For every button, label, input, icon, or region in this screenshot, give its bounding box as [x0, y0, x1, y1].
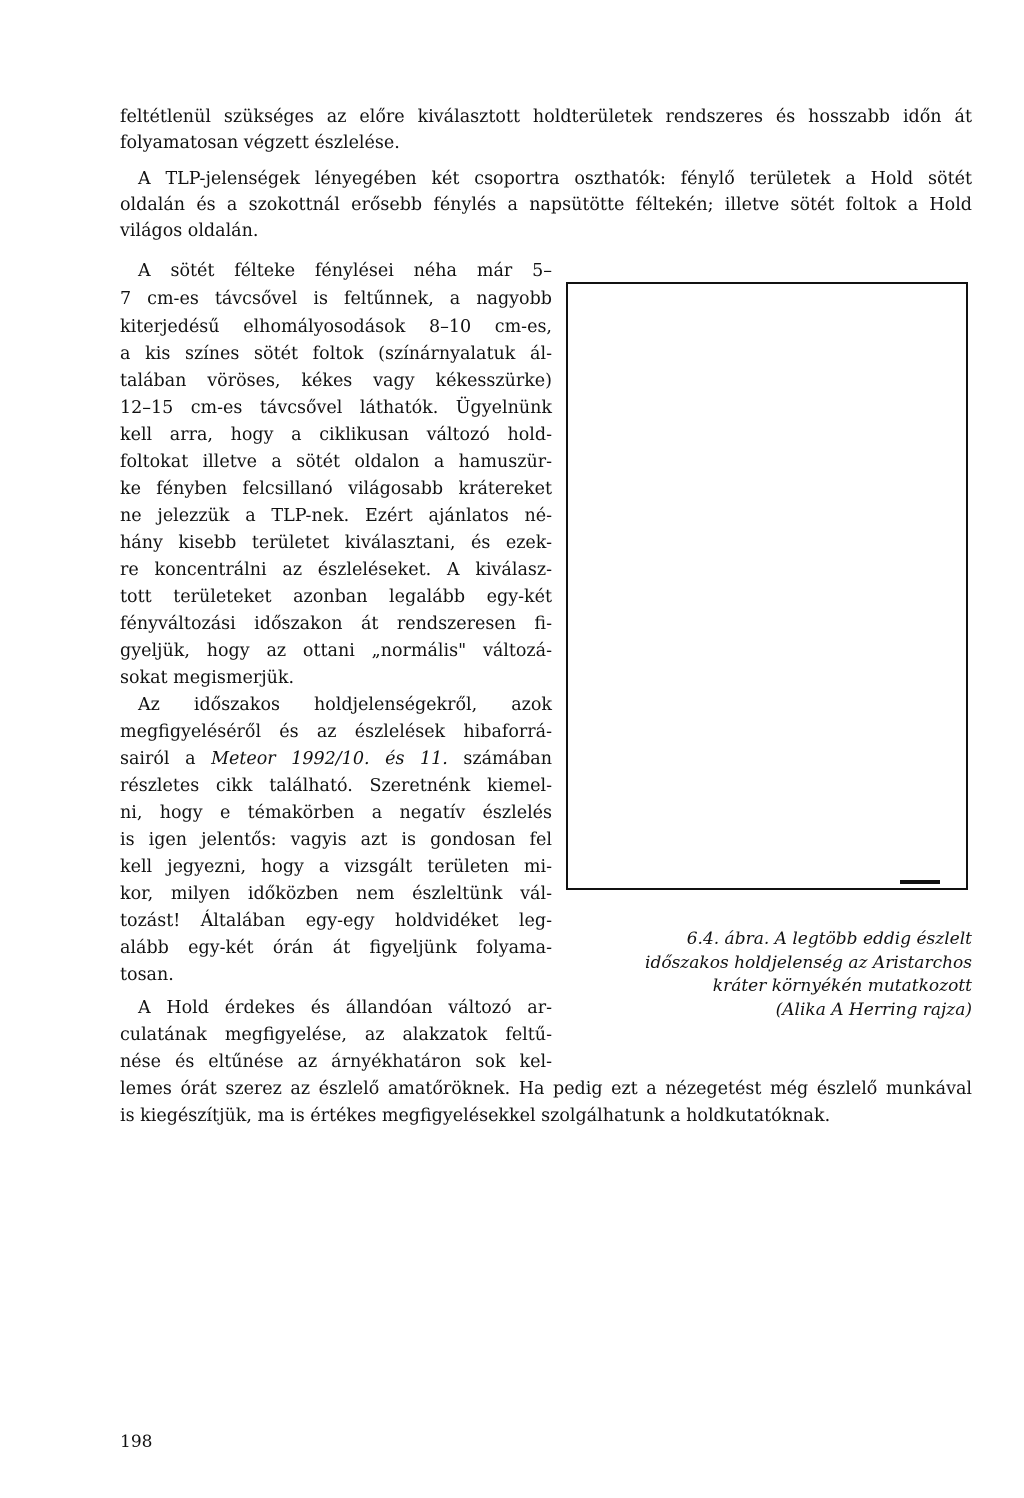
- intro-line: világos oldalán.: [120, 221, 259, 241]
- column-line: talában vöröses, kékes vagy kékesszürke): [120, 371, 552, 391]
- column-line: re koncentrálni az észleléseket. A kiválasz-: [120, 560, 552, 580]
- column-line: részletes cikk található. Szeretnénk kiemel-: [120, 776, 552, 796]
- page-number: 198: [120, 1432, 153, 1452]
- closing-line: is kiegészítjük, ma is értékes megfigyelésekkel szolgálhatunk a holdkutatóknak.: [120, 1106, 831, 1126]
- column-line: gyeljük, hogy az ottani „normális" változá-: [120, 641, 552, 661]
- column-line: kor, milyen időközben nem észleltünk vál-: [120, 884, 552, 904]
- column-line: ni, hogy e témakörben a negatív észlelés: [120, 803, 552, 823]
- column-line: tott területeket azonban legalább egy-két: [120, 587, 552, 607]
- intro-line: folyamatosan végzett észlelése.: [120, 133, 400, 153]
- column-line: sokat megismerjük.: [120, 668, 295, 688]
- column-line: 12–15 cm-es távcsővel láthatók. Ügyelnünk: [120, 398, 552, 418]
- column-line: is igen jelentős: vagyis azt is gondosan fel: [120, 830, 552, 850]
- column-line: 7 cm-es távcsővel is feltűnnek, a nagyobb: [120, 289, 552, 309]
- column-line-start: sairól a: [120, 749, 212, 769]
- caption-line: (Alika A Herring rajza): [775, 999, 972, 1020]
- column-line: kiterjedésű elhomályosodások 8–10 cm-es,: [120, 317, 552, 337]
- intro-line: feltétlenül szükséges az előre kiválasztott holdterületek rendszeres és hosszabb időn át: [120, 107, 972, 127]
- column-line: ne jelezzük a TLP-nek. Ezért ajánlatos né-: [120, 506, 552, 526]
- caption-line: 6.4. ábra. A legtöbb eddig észlelt: [686, 929, 972, 949]
- figure-6-4-frame: [566, 282, 968, 890]
- figure-shade-mark: [900, 880, 940, 884]
- column-line: kell jegyezni, hogy a vizsgált területen mi-: [120, 857, 552, 877]
- column-line: a kis színes sötét foltok (színárnyalatuk ál-: [120, 344, 552, 364]
- column-line: ke fényben felcsillanó világosabb krátereket: [120, 479, 552, 499]
- caption-line: időszakos holdjelenség az Aristarchos: [645, 952, 972, 973]
- intro-line: oldalán és a szokottnál erősebb fénylés a napsütötte féltekén; illetve sötét foltok a Hold: [120, 195, 972, 215]
- caption-line: kráter környékén mutatkozott: [712, 976, 972, 996]
- column-line: Az időszakos holdjelenségekről, azok: [138, 695, 552, 715]
- column-line: kell arra, hogy a ciklikusan változó hold-: [120, 425, 552, 445]
- column-line: culatának megfigyelése, az alakzatok feltű-: [120, 1025, 552, 1045]
- column-line: foltokat illetve a sötét oldalon a hamuszür-: [120, 452, 552, 472]
- column-line: A Hold érdekes és állandóan változó ar-: [138, 998, 552, 1018]
- column-line-meteor-reference: [120, 746, 552, 772]
- closing-line: lemes órát szerez az észlelő amatőröknek. Ha pedig ezt a nézegetést még észlelő munkával: [120, 1079, 972, 1099]
- column-line: tosan.: [120, 965, 174, 985]
- column-line: megfigyeléséről és az észlelések hibaforrá-: [120, 722, 552, 742]
- column-line: A sötét félteke fénylései néha már 5–: [138, 261, 552, 281]
- meteor-citation: Meteor 1992/10. és 11.: [211, 749, 448, 769]
- column-line: hány kisebb területet kiválasztani, és ezek-: [120, 533, 552, 553]
- column-line: tozást! Általában egy-egy holdvidéket leg-: [120, 911, 552, 931]
- meteor-citation-rest: számában: [447, 749, 552, 769]
- column-line: nése és eltűnése az árnyékhatáron sok kel-: [120, 1052, 552, 1072]
- figure-caption: [582, 928, 972, 1022]
- column-line: fényváltozási időszakon át rendszeresen fi-: [120, 614, 552, 634]
- column-line: alább egy-két órán át figyeljünk folyama-: [120, 938, 552, 958]
- intro-line: A TLP-jelenségek lényegében két csoportra oszthatók: fénylő területek a Hold sötét: [138, 169, 972, 189]
